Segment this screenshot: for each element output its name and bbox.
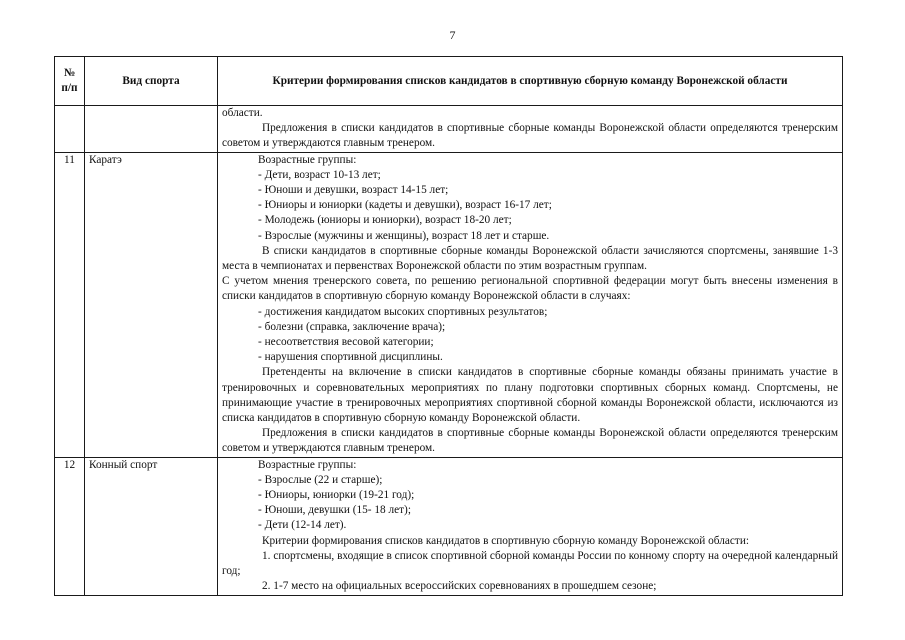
age-group-item: - Юниоры, юниорки (19-21 год);	[258, 489, 415, 502]
criteria-title: Критерии формирования списков кандидатов в спортивную сборную команду Воронежской области:	[262, 534, 750, 547]
continuation-proposals: Предложения в списки кандидатов в спортивные сборные команды Воронежской области определяются тренерским советом и утверждаются главным тренером.	[222, 122, 838, 150]
age-group-item: - Взрослые (мужчины и женщины), возраст 18 лет и старше.	[258, 229, 550, 242]
age-group-item: - Молодежь (юниоры и юниорки), возраст 18-20 лет;	[258, 214, 512, 227]
table-header-row	[55, 57, 843, 106]
continuation-line: области.	[222, 107, 263, 119]
case-item: - болезни (справка, заключение врача);	[258, 320, 446, 333]
row-number: 11	[55, 152, 85, 457]
age-group-item: - Юноши, девушки (15- 18 лет);	[258, 504, 411, 517]
cell-sport	[85, 106, 218, 153]
criteria-item: 1. спортсмены, входящие в список спортивной сборной команды России по конному спорту на очередной календарный год;	[222, 549, 838, 578]
table-row-continuation	[55, 106, 843, 153]
age-group-item: - Юниоры и юниорки (кадеты и девушки), возраст 16-17 лет;	[258, 199, 552, 212]
row-number: 12	[55, 457, 85, 595]
cell-number	[55, 106, 85, 153]
case-item: - несоответствия весовой категории;	[258, 336, 434, 349]
criteria-text	[218, 457, 843, 595]
cell-criteria	[218, 106, 843, 153]
age-group-item: - Дети, возраст 10-13 лет;	[258, 168, 381, 181]
obligation-paragraph: Претенденты на включение в списки кандидатов в спортивные сборные команды обязаны принимать участие в тренировочных и соревновательных мероприятиях по плану подготовки спортивных сборных команд. Спортсмены, не принимающие участие в тренировочных мероприятиях спортивной сборной команды Воронежской области, исключаются из списка кандидатов в спортивную сборную команду Воронежской области.	[222, 366, 838, 425]
header-criteria: Критерии формирования списков кандидатов в спортивную сборную команду Воронежской области	[218, 57, 843, 106]
criteria-item: 2. 1-7 место на официальных всероссийских соревнованиях в прошедшем сезоне;	[262, 580, 657, 593]
proposals-paragraph: Предложения в списки кандидатов в спортивные сборные команды Воронежской области определяются тренерским советом и утверждаются главным тренером.	[222, 427, 838, 455]
age-group-item: - Взрослые (22 и старше);	[258, 473, 383, 486]
table-row-equestrian	[55, 457, 843, 595]
age-group-item: - Юноши и девушки, возраст 14-15 лет;	[258, 184, 449, 197]
enrollment-paragraph: В списки кандидатов в спортивные сборные команды Воронежской области зачисляются спортсмены, занявшие 1-3 места в чемпионатах и первенствах Воронежской области по этим возрастным группам.	[222, 244, 838, 273]
page-number: 7	[449, 28, 456, 42]
header-sport: Вид спорта	[85, 57, 218, 106]
age-groups-title: Возрастные группы:	[258, 153, 357, 166]
age-group-item: - Дети (12-14 лет).	[258, 519, 347, 532]
case-item: - достижения кандидатом высоких спортивных результатов;	[258, 305, 548, 318]
criteria-table	[54, 56, 843, 596]
changes-intro-paragraph: С учетом мнения тренерского совета, по решению региональной спортивной федерации могут быть внесены изменения в списки кандидатов в спортивную сборную команду Воронежской области в случаях:	[222, 275, 838, 303]
sport-name: Каратэ	[85, 152, 218, 457]
sport-name: Конный спорт	[85, 457, 218, 595]
table-row-karate	[55, 152, 843, 457]
criteria-text	[218, 152, 843, 457]
age-groups-title: Возрастные группы:	[258, 458, 357, 471]
header-number: № п/п	[55, 57, 85, 106]
case-item: - нарушения спортивной дисциплины.	[258, 351, 443, 364]
